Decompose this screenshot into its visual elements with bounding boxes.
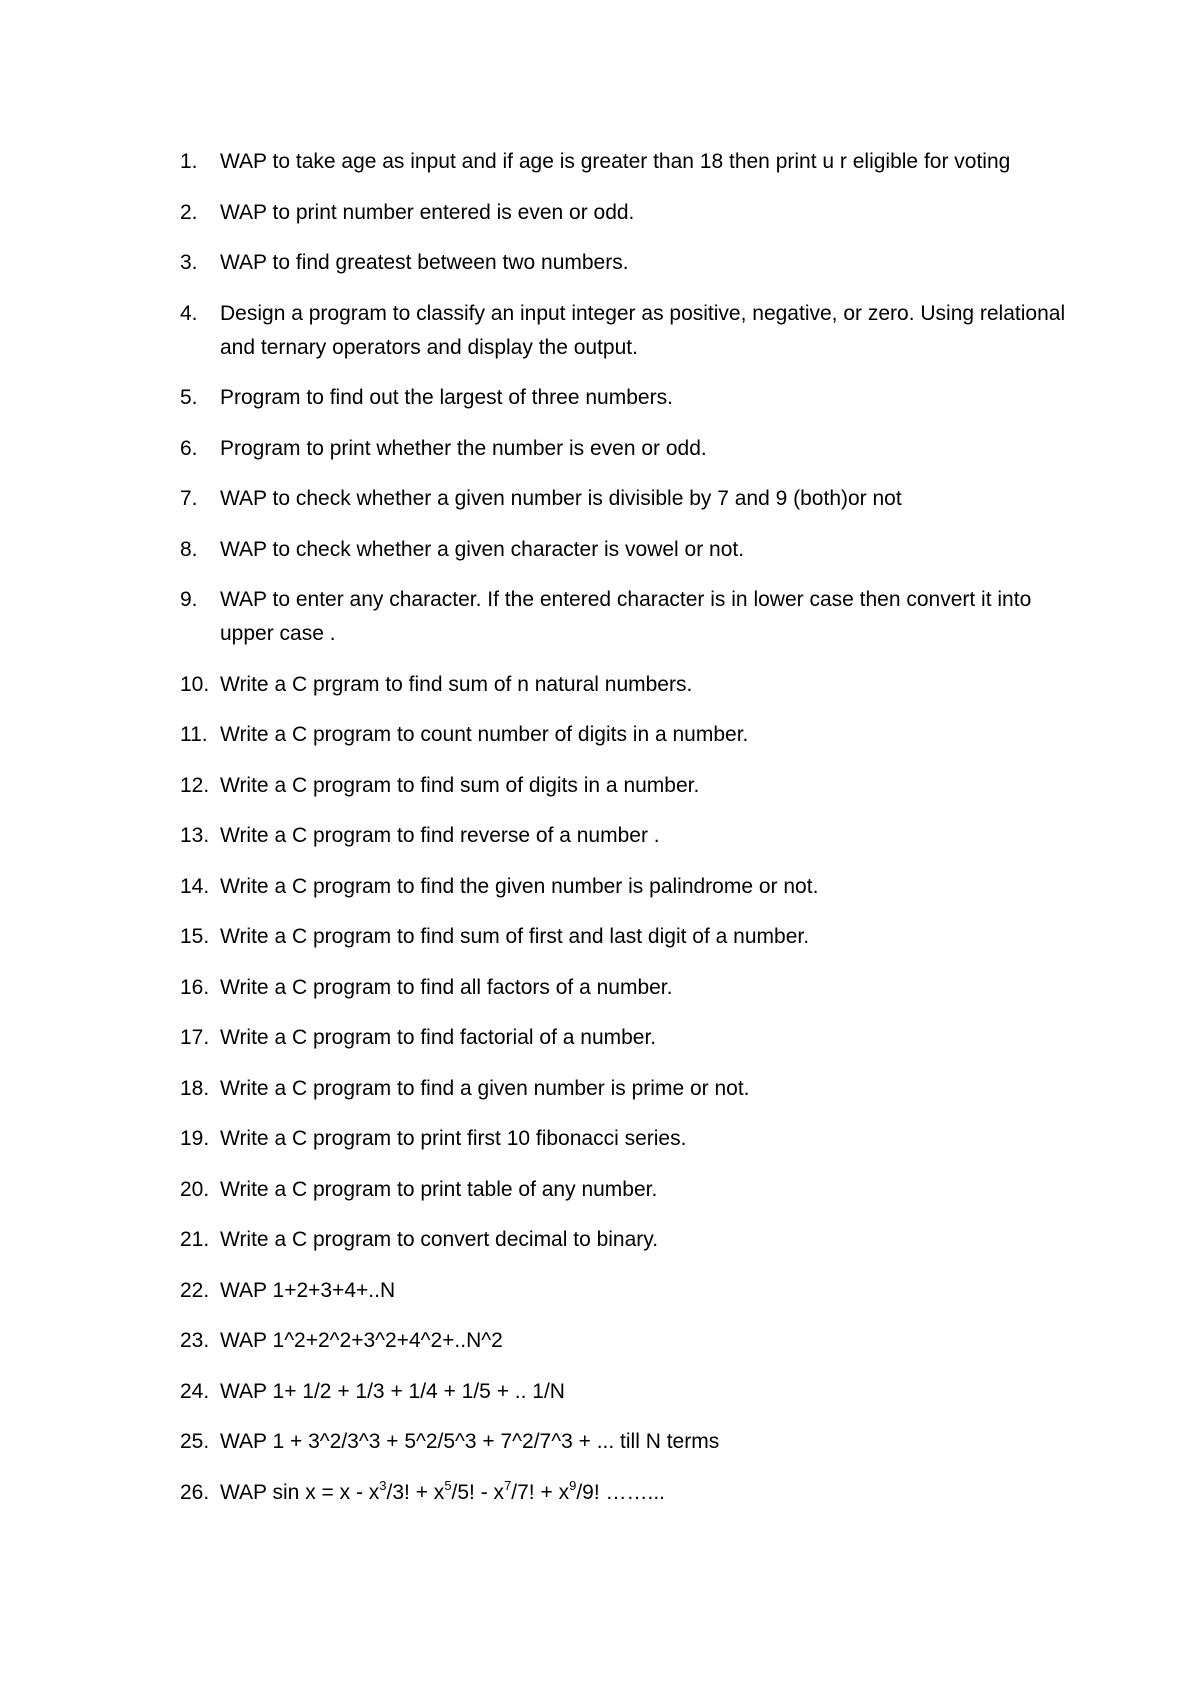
item-text: Write a C program to find the given number is palindrome or not. bbox=[220, 874, 819, 898]
formula-term: /5! - x bbox=[451, 1480, 505, 1504]
item-text: WAP 1 + 3^2/3^3 + 5^2/5^3 + 7^2/7^3 + ... till N terms bbox=[220, 1430, 720, 1453]
item-number: 24. bbox=[180, 1379, 210, 1403]
item-text: WAP to check whether a given number is divisible by 7 and 9 (both)or not bbox=[220, 487, 902, 510]
item-text: Write a C program to find all factors of a number. bbox=[220, 975, 673, 999]
exponent: 5 bbox=[444, 1477, 452, 1493]
formula-term: /9! ……... bbox=[576, 1480, 665, 1504]
item-number: 1. bbox=[180, 150, 198, 173]
list-item bbox=[180, 1021, 1080, 1055]
item-text: WAP to enter any character. If the entered character is in lower case then convert it into upper case . bbox=[220, 588, 1032, 645]
item-text: Write a C program to find sum of digits in a number. bbox=[220, 773, 700, 797]
list-item bbox=[180, 769, 1080, 803]
item-number: 6. bbox=[180, 436, 198, 460]
item-number: 13. bbox=[180, 824, 210, 847]
list-item bbox=[180, 196, 1080, 230]
item-number: 16. bbox=[180, 975, 210, 999]
item-number: 10. bbox=[180, 672, 210, 696]
list-item bbox=[180, 1274, 1080, 1308]
item-number: 17. bbox=[180, 1026, 210, 1049]
list-item bbox=[180, 482, 1080, 516]
list-item bbox=[180, 381, 1080, 415]
item-number: 26. bbox=[180, 1480, 210, 1504]
formula-term: /3! + x bbox=[386, 1480, 445, 1504]
list-item bbox=[180, 297, 1080, 365]
item-number: 2. bbox=[180, 200, 198, 224]
item-number: 14. bbox=[180, 874, 210, 898]
list-item bbox=[180, 145, 1080, 179]
item-number: 19. bbox=[180, 1127, 210, 1150]
item-text: WAP 1+ 1/2 + 1/3 + 1/4 + 1/5 + .. 1/N bbox=[220, 1379, 565, 1403]
item-number: 20. bbox=[180, 1177, 210, 1201]
list-item bbox=[180, 1122, 1080, 1156]
exponent: 9 bbox=[569, 1477, 577, 1493]
item-number: 3. bbox=[180, 251, 198, 274]
list-item bbox=[180, 1375, 1080, 1409]
formula-lead: WAP sin x = x - x bbox=[220, 1480, 380, 1504]
item-number: 22. bbox=[180, 1278, 210, 1302]
list-item bbox=[180, 870, 1080, 904]
item-text: WAP to find greatest between two numbers. bbox=[220, 251, 629, 274]
list-item bbox=[180, 432, 1080, 466]
item-number: 7. bbox=[180, 487, 198, 510]
item-text: Write a C program to find factorial of a number. bbox=[220, 1026, 657, 1049]
list-item bbox=[180, 920, 1080, 954]
item-text: Write a C program to count number of digits in a number. bbox=[220, 723, 749, 746]
list-item bbox=[180, 533, 1080, 567]
item-text: Program to print whether the number is even or odd. bbox=[220, 436, 707, 460]
question-list bbox=[180, 145, 1080, 1526]
item-text: Write a C prgram to find sum of n natural numbers. bbox=[220, 672, 693, 696]
list-item bbox=[180, 1072, 1080, 1106]
list-item bbox=[180, 246, 1080, 280]
item-number: 9. bbox=[180, 588, 198, 611]
item-number: 25. bbox=[180, 1430, 210, 1453]
item-text: WAP 1+2+3+4+..N bbox=[220, 1278, 396, 1302]
list-item bbox=[180, 718, 1080, 752]
item-number: 23. bbox=[180, 1329, 210, 1352]
item-text: WAP to take age as input and if age is greater than 18 then print u r eligible for voting bbox=[220, 150, 1011, 173]
item-text: WAP to check whether a given character is vowel or not. bbox=[220, 537, 745, 561]
item-text: WAP to print number entered is even or odd. bbox=[220, 200, 635, 224]
list-item bbox=[180, 1425, 1080, 1459]
item-text: Write a C program to convert decimal to binary. bbox=[220, 1228, 659, 1251]
list-item bbox=[180, 1173, 1080, 1207]
item-text: Program to find out the largest of three numbers. bbox=[220, 386, 673, 409]
list-item bbox=[180, 668, 1080, 702]
item-number: 5. bbox=[180, 386, 198, 409]
exponent: 7 bbox=[504, 1477, 512, 1493]
item-text: Write a C program to find reverse of a number . bbox=[220, 824, 660, 847]
item-text: WAP 1^2+2^2+3^2+4^2+..N^2 bbox=[220, 1329, 503, 1352]
item-number: 21. bbox=[180, 1228, 210, 1251]
item-text: Write a C program to print table of any number. bbox=[220, 1177, 658, 1201]
list-item bbox=[180, 971, 1080, 1005]
item-number: 12. bbox=[180, 773, 210, 797]
formula-term: /7! + x bbox=[511, 1480, 570, 1504]
list-item bbox=[180, 1324, 1080, 1358]
item-text: Write a C program to find sum of first and last digit of a number. bbox=[220, 925, 810, 948]
item-text: Design a program to classify an input integer as positive, negative, or zero. Using relational and ternary operators and display the output. bbox=[220, 301, 1066, 359]
item-number: 11. bbox=[180, 723, 208, 746]
list-item bbox=[180, 583, 1080, 651]
item-number: 8. bbox=[180, 537, 198, 561]
item-number: 4. bbox=[180, 301, 198, 325]
item-text: Write a C program to print first 10 fibonacci series. bbox=[220, 1127, 687, 1150]
list-item bbox=[180, 1223, 1080, 1257]
list-item bbox=[180, 819, 1080, 853]
item-number: 18. bbox=[180, 1076, 210, 1100]
sine-series-formula bbox=[220, 1476, 1080, 1510]
exponent: 3 bbox=[379, 1477, 387, 1493]
item-text: Write a C program to find a given number is prime or not. bbox=[220, 1076, 750, 1100]
list-item bbox=[180, 1476, 1080, 1510]
item-number: 15. bbox=[180, 925, 210, 948]
